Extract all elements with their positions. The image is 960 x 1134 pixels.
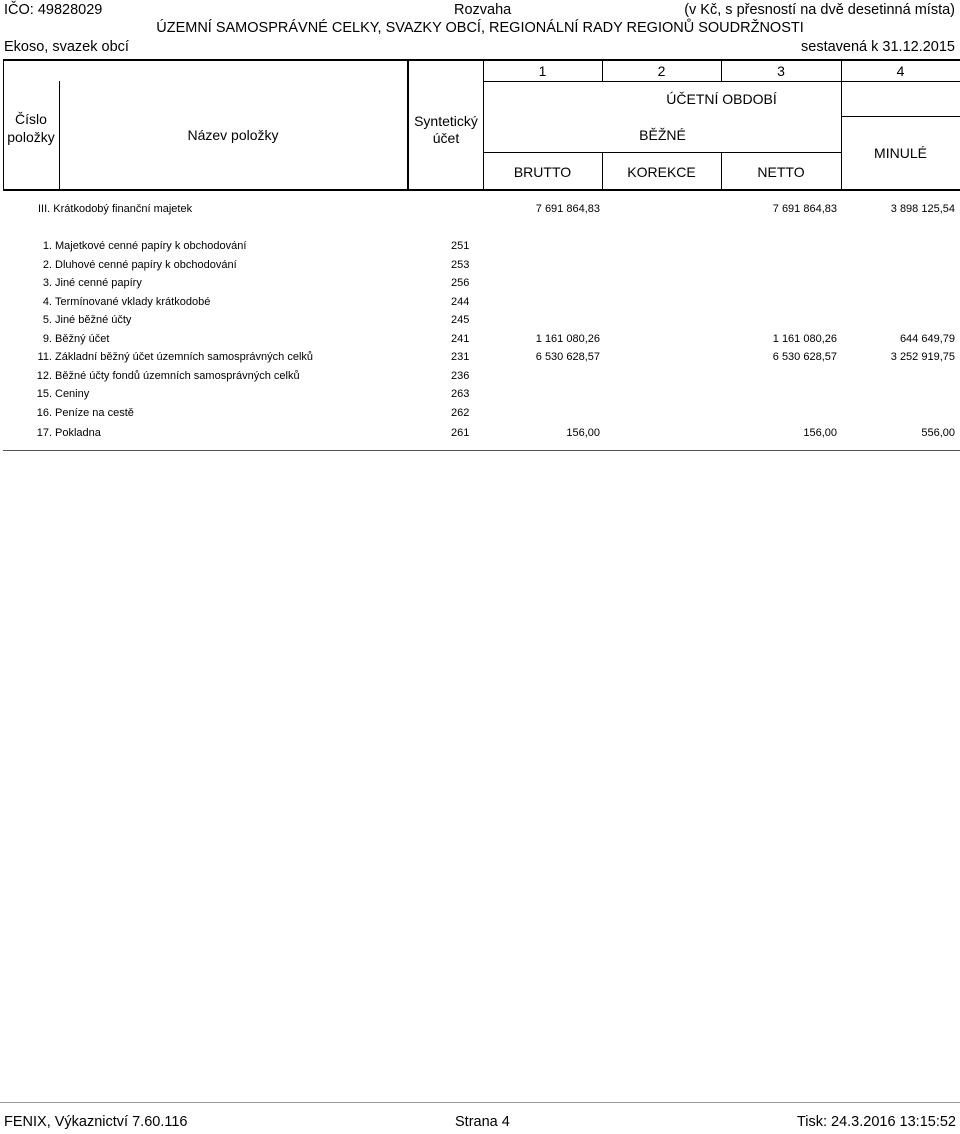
row-previous: 3 252 919,75 xyxy=(890,351,955,363)
table-row xyxy=(0,367,960,385)
synthetic-account-header-line1: Syntetický xyxy=(414,113,478,129)
table-row xyxy=(0,311,960,329)
row-number: 16. xyxy=(36,407,52,419)
precision-note: (v Kč, s přesností na dvě desetinná místa) xyxy=(684,2,955,18)
row-number: 1. xyxy=(42,240,52,252)
row-name: Termínované vklady krátkodobé xyxy=(55,296,211,308)
table-row xyxy=(0,293,960,311)
category-title: ÚZEMNÍ SAMOSPRÁVNÉ CELKY, SVAZKY OBCÍ, REGIONÁLNÍ RADY REGIONŮ SOUDRŽNOSTI xyxy=(156,20,804,36)
row-account: 253 xyxy=(451,259,470,271)
row-name: Jiné cenné papíry xyxy=(55,277,142,289)
synthetic-account-header-line2: účet xyxy=(432,130,460,146)
table-row xyxy=(0,385,960,403)
previous-period-header: MINULÉ xyxy=(874,145,927,161)
period-header: ÚČETNÍ OBDOBÍ xyxy=(666,91,777,107)
row-number: 5. xyxy=(42,314,52,326)
row-account: 244 xyxy=(451,296,470,308)
row-name: Běžný účet xyxy=(55,333,110,345)
row-number: 11. xyxy=(37,351,52,363)
row-netto: 1 161 080,26 xyxy=(772,333,837,345)
row-netto: 6 530 628,57 xyxy=(772,351,837,363)
row-account: 261 xyxy=(451,427,470,439)
footer-page-number: Strana 4 xyxy=(455,1114,510,1130)
footer-software: FENIX, Výkaznictví 7.60.116 xyxy=(4,1114,188,1130)
row-name: Běžné účty fondů územních samosprávných celků xyxy=(55,370,300,382)
ico-text: IČO: 49828029 xyxy=(4,2,103,18)
table-row xyxy=(0,330,960,348)
row-number: 15. xyxy=(36,388,52,400)
row-number: 9. xyxy=(42,333,52,345)
row-number: 17. xyxy=(36,427,52,439)
report-date: sestavená k 31.12.2015 xyxy=(801,39,955,55)
section-total-row xyxy=(0,200,960,218)
row-account: 231 xyxy=(451,351,470,363)
row-brutto: 1 161 080,26 xyxy=(535,333,600,345)
table-row xyxy=(0,237,960,255)
section-netto: 7 691 864,83 xyxy=(772,203,837,215)
section-previous: 3 898 125,54 xyxy=(890,203,955,215)
col-number-3: 3 xyxy=(777,63,785,79)
item-name-header: Název položky xyxy=(187,127,279,143)
footer-print-time: Tisk: 24.3.2016 13:15:52 xyxy=(796,1114,956,1130)
row-number: 12. xyxy=(36,370,52,382)
table-row xyxy=(0,424,960,442)
row-brutto: 156,00 xyxy=(566,427,600,439)
current-period-header: BĚŽNÉ xyxy=(639,127,686,143)
row-name: Ceniny xyxy=(55,388,90,400)
table-row xyxy=(0,348,960,366)
entity-name: Ekoso, svazek obcí xyxy=(4,39,129,55)
row-account: 256 xyxy=(451,277,470,289)
row-number: 4. xyxy=(42,296,52,308)
row-previous: 556,00 xyxy=(921,427,955,439)
row-account: 262 xyxy=(451,407,470,419)
row-name: Dluhové cenné papíry k obchodování xyxy=(55,259,237,271)
korekce-header: KOREKCE xyxy=(627,164,696,180)
row-name: Majetkové cenné papíry k obchodování xyxy=(55,240,247,252)
section-brutto: 7 691 864,83 xyxy=(535,203,600,215)
row-account: 245 xyxy=(451,314,470,326)
row-number: 2. xyxy=(42,259,52,271)
footer-rule xyxy=(0,1102,960,1103)
col-number-4: 4 xyxy=(896,63,905,79)
table-row xyxy=(0,404,960,422)
row-previous: 644 649,79 xyxy=(899,333,955,345)
section-label: III. Krátkodobý finanční majetek xyxy=(38,203,193,215)
netto-header: NETTO xyxy=(757,164,805,180)
row-name: Pokladna xyxy=(55,427,101,439)
row-brutto: 6 530 628,57 xyxy=(535,351,600,363)
row-name: Jiné běžné účty xyxy=(55,314,132,326)
row-account: 241 xyxy=(451,333,470,345)
report-title: Rozvaha xyxy=(454,2,512,18)
item-number-header-line1: Číslo xyxy=(15,111,47,127)
item-number-header-line2: položky xyxy=(7,129,55,145)
table-bottom-rule xyxy=(3,450,960,451)
row-account: 236 xyxy=(451,370,470,382)
row-number: 3. xyxy=(42,277,52,289)
brutto-header: BRUTTO xyxy=(513,164,572,180)
row-account: 251 xyxy=(451,240,470,252)
col-number-1: 1 xyxy=(538,63,547,79)
row-account: 263 xyxy=(451,388,470,400)
table-row xyxy=(0,274,960,292)
col-number-2: 2 xyxy=(657,63,666,79)
row-name: Peníze na cestě xyxy=(55,407,134,419)
table-row xyxy=(0,256,960,274)
row-netto: 156,00 xyxy=(803,427,837,439)
row-name: Základní běžný účet územních samosprávných celků xyxy=(55,351,314,363)
